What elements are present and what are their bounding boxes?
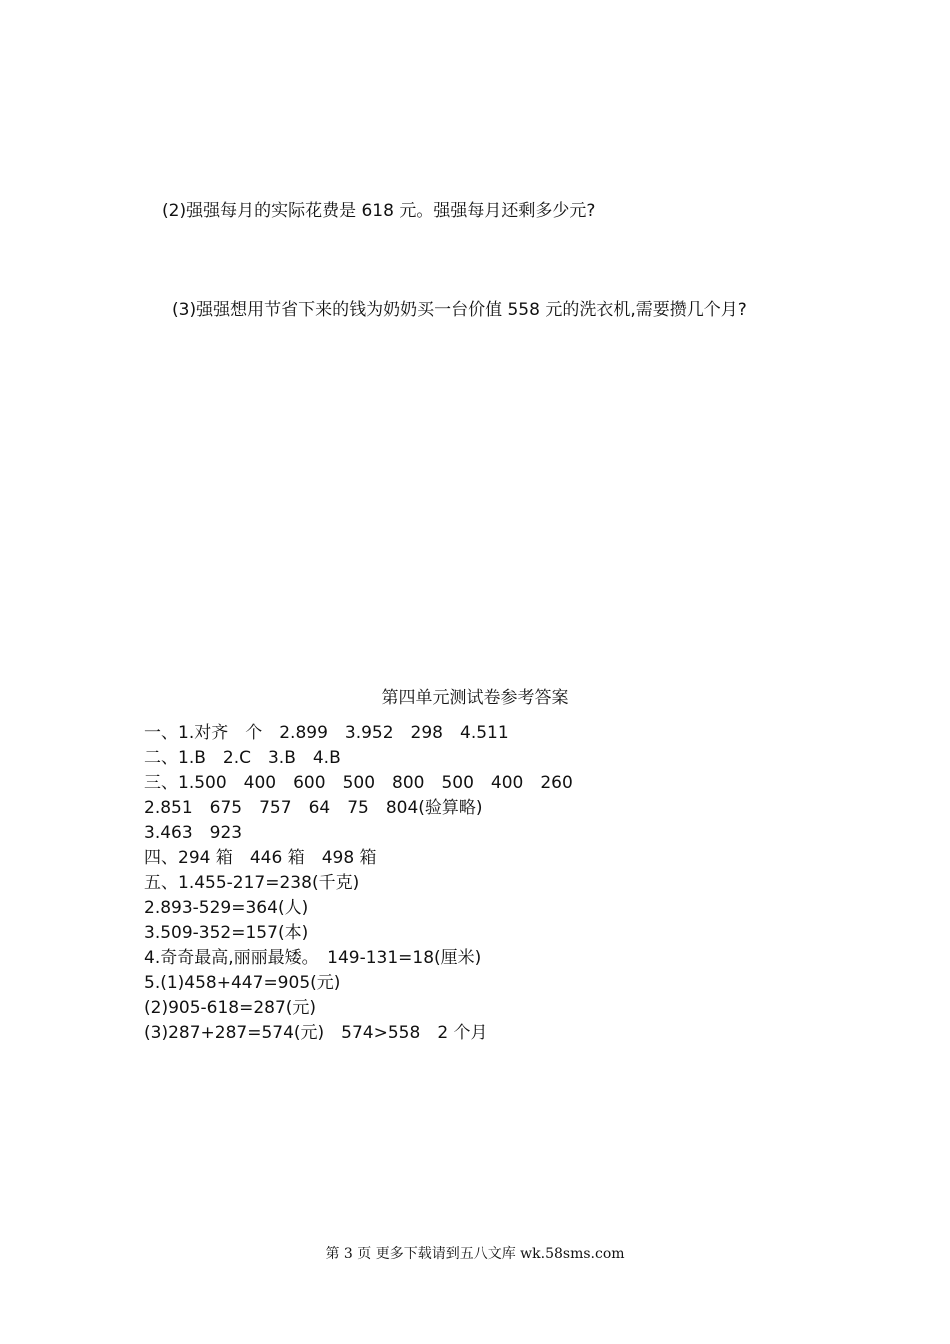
answer-line: 三、1.500 400 600 500 800 500 400 260 — [144, 773, 573, 793]
question-2: (2)强强每月的实际花费是 618 元。强强每月还剩多少元? — [162, 201, 596, 221]
answer-key-list — [144, 721, 573, 1046]
question-3: (3)强强想用节省下来的钱为奶奶买一台价值 558 元的洗衣机,需要攒几个月? — [172, 300, 747, 320]
answer-key-title: 第四单元测试卷参考答案 — [381, 688, 569, 708]
answer-line: 3.463 923 — [144, 823, 243, 843]
answer-line: 一、1.对齐 个 2.899 3.952 298 4.511 — [144, 723, 509, 743]
answer-line: 4.奇奇最高,丽丽最矮。 149-131=18(厘米) — [144, 948, 482, 968]
answer-line: 2.893-529=364(人) — [144, 898, 309, 918]
answer-line: 5.(1)458+447=905(元) — [144, 973, 341, 993]
answer-line: (2)905-618=287(元) — [144, 998, 317, 1018]
answer-line: 五、1.455-217=238(千克) — [144, 873, 360, 893]
answer-line: (3)287+287=574(元) 574>558 2 个月 — [144, 1023, 488, 1043]
answer-line: 3.509-352=157(本) — [144, 923, 309, 943]
answer-line: 二、1.B 2.C 3.B 4.B — [144, 748, 341, 768]
page-footer: 第 3 页 更多下载请到五八文库 wk.58sms.com — [325, 1246, 625, 1262]
answer-line: 四、294 箱 446 箱 498 箱 — [144, 848, 377, 868]
answer-line: 2.851 675 757 64 75 804(验算略) — [144, 798, 483, 818]
